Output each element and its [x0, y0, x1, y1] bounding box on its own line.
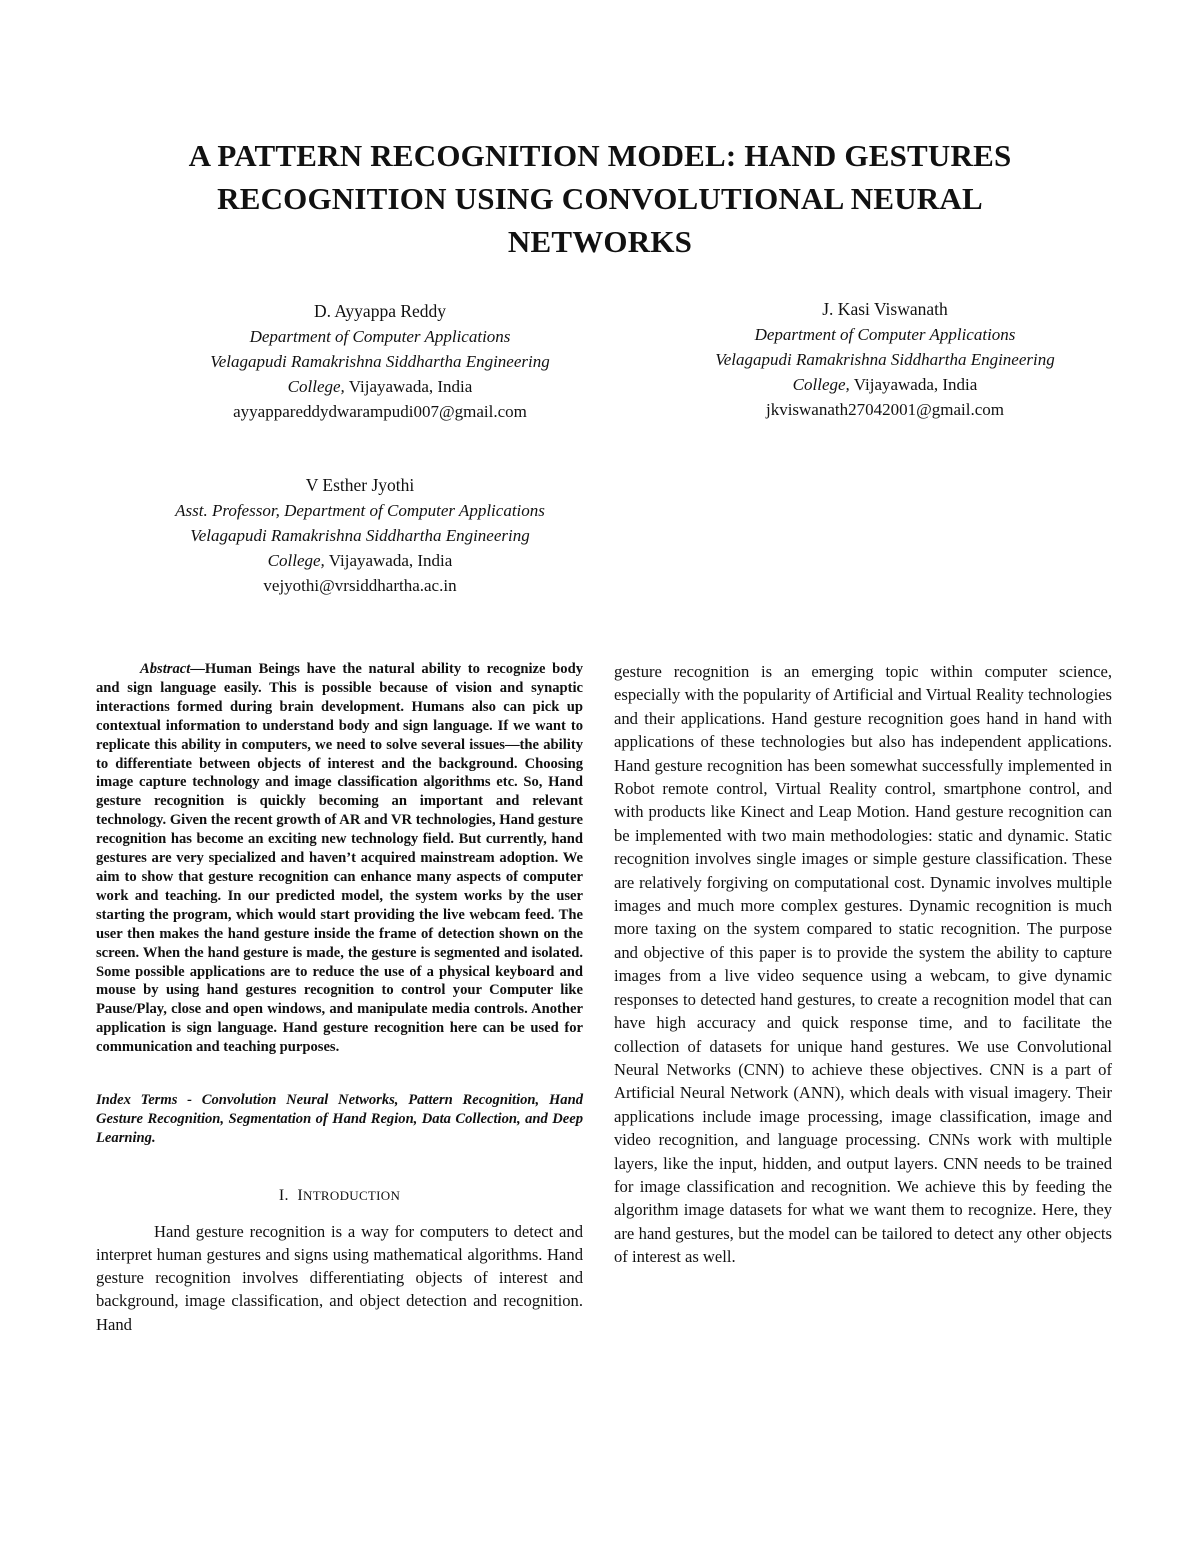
title-line-2: RECOGNITION USING CONVOLUTIONAL NEURAL: [217, 181, 983, 216]
abstract-text: —Human Beings have the natural ability to recognize body and sign language easily. This is possible because of vision and synaptic interactions formed during brain development. Humans also can pick up contextual information to understand body and sign language. If we want to replicate this ability in computers, we need to solve several issues—the ability to differentiate between objects of interest and the background. Choosing image capture technology and image classification algorithms etc. So, Hand gesture recognition is quickly becoming an important and relevant technology. Given the recent growth of AR and VR technologies, Hand gesture recognition has become an exciting new technology field. But currently, hand gestures are very specialized and haven’t acquired mainstream adoption. We aim to show that gesture recognition can enhance many aspects of computer work and teaching. In our predicted model, the system works by the user starting the program, which would start providing the live webcam feed. The user then makes the hand gesture inside the frame of detection shown on the screen. When the hand gesture is made, the gesture is segmented and isolated. Some possible applications are to reduce the use of a physical keyboard and mouse by using hand gestures recognition to control your Computer like Pause/Play, close and open windows, and manipulate media controls. Another application is sign language. Hand gesture recognition here can be used for communication and teaching purposes.: [96, 661, 583, 1056]
author-city: Vijayawada, India: [849, 375, 978, 394]
section-title-rest: NTRODUCTION: [303, 1188, 401, 1204]
author-college-label: College,: [792, 375, 850, 394]
section-number: I.: [278, 1187, 289, 1205]
author-name: V Esther Jyothi: [305, 475, 415, 495]
author-department: Department of Computer Applications: [249, 327, 511, 346]
left-column: [96, 660, 583, 1336]
title-line-3: NETWORKS: [507, 224, 693, 259]
section-heading: [96, 1186, 583, 1206]
author-email: ayyappareddydwarampudi007@gmail.com: [233, 402, 527, 421]
author-name: D. Ayyappa Reddy: [313, 301, 447, 321]
intro-paragraph-left: Hand gesture recognition is a way for computers to detect and interpret human gestures and signs using mathematical algorithms. Hand gesture recognition involves differentiating objects of interest and background, image classification, and object detection and recognition. Hand: [96, 1221, 583, 1334]
author-college-label: College,: [267, 551, 325, 570]
section-title-initial: I: [297, 1187, 303, 1205]
author-institution: Velagapudi Ramakrishna Siddhartha Engineering: [210, 352, 550, 371]
author-block-2: [625, 297, 1145, 422]
abstract: [96, 660, 583, 1057]
author-department: Department of Computer Applications: [754, 325, 1016, 344]
author-location: [120, 374, 640, 399]
right-column: [614, 660, 1112, 1269]
author-location: [100, 548, 620, 573]
author-block-1: [120, 299, 640, 424]
author-name: J. Kasi Viswanath: [822, 299, 948, 319]
author-email: vejyothi@vrsiddhartha.ac.in: [263, 576, 457, 595]
author-email: jkviswanath27042001@gmail.com: [765, 400, 1005, 419]
intro-paragraph-right: gesture recognition is an emerging topic within computer science, especially with the popularity of Artificial and Virtual Reality technologies and their applications. Hand gesture recognition goes hand in hand with applications of these technologies but also has independent applications. Hand gesture recognition has been somewhat successfully implemented in Robot remote control, Virtual Reality control, smartphone control, and with products like Kinect and Leap Motion. Hand gesture recognition can be implemented with two main methodologies: static and dynamic. Static recognition involves single images or simple gesture classification. These are relatively forgiving on computational cost. Dynamic involves multiple images and much more complex gestures. Dynamic recognition is much more taxing on the system compared to static recognition. The purpose and objective of this paper is to provide the system the ability to capture images from a live video sequence using a webcam, to give dynamic responses to detected hand gestures, to create a recognition model that can have high accuracy and quick response time, and to facilitate the collection of datasets for unique hand gestures. We use Convolutional Neural Networks (CNN) to achieve these objectives. CNN is a part of Artificial Neural Network (ANN), which deals with visual imagery. Their applications include image processing, image classification, image and video recognition, and language processing. CNNs work with multiple layers, like the input, hidden, and output layers. CNN needs to be trained for image classification and recognition. We achieve this by feeding the algorithm image datasets for what we want them to recognize. Here, they are hand gestures, but the model can be tailored to detect any other objects of interest as well.: [614, 662, 1112, 1267]
author-institution: Velagapudi Ramakrishna Siddhartha Engineering: [190, 526, 530, 545]
author-department: Asst. Professor, Department of Computer Applications: [175, 501, 545, 520]
paper-title: [80, 134, 1120, 263]
author-block-3: [100, 473, 620, 598]
title-line-1: A PATTERN RECOGNITION MODEL: HAND GESTURES: [188, 138, 1012, 173]
author-city: Vijayawada, India: [344, 377, 473, 396]
index-terms: Index Terms - Convolution Neural Networks, Pattern Recognition, Hand Gesture Recognition, Segmentation of Hand Region, Data Collection, and Deep Learning.: [96, 1092, 583, 1147]
abstract-label: Abstract: [140, 661, 191, 677]
author-institution: Velagapudi Ramakrishna Siddhartha Engineering: [715, 350, 1055, 369]
author-college-label: College,: [287, 377, 345, 396]
author-city: Vijayawada, India: [324, 551, 453, 570]
author-location: [625, 372, 1145, 397]
